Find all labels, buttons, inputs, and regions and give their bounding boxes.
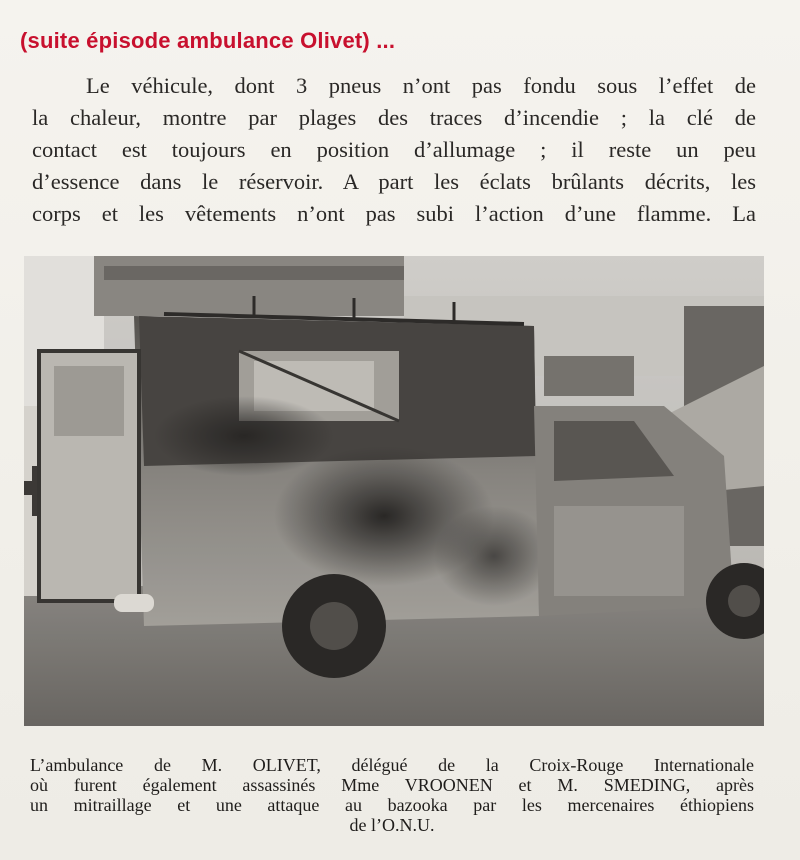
body-line: d’essence dans le réservoir. A part les éclats brûlants décrits, les bbox=[32, 169, 756, 194]
caption-line: de l’O.N.U. bbox=[349, 815, 435, 835]
caption-line: L’ambulance de M. OLIVET, délégué de la Croix-Rouge Internationale bbox=[30, 755, 754, 775]
body-line: corps et les vêtements n’ont pas subi l’action d’une flamme. La bbox=[32, 201, 756, 226]
photo-caption bbox=[30, 755, 754, 835]
body-paragraph bbox=[32, 70, 756, 230]
body-line: contact est toujours en position d’allumage ; il reste un peu bbox=[32, 137, 756, 162]
ambulance-photo bbox=[24, 256, 764, 726]
caption-line: un mitraillage et une attaque au bazooka par les mercenaires éthiopiens bbox=[30, 795, 754, 815]
body-line: Le véhicule, dont 3 pneus n’ont pas fondu sous l’effet de bbox=[86, 73, 756, 98]
caption-line: où furent également assassinés Mme VROONEN et M. SMEDING, après bbox=[30, 775, 754, 795]
body-line: la chaleur, montre par plages des traces d’incendie ; la clé de bbox=[32, 105, 756, 130]
page-header-title: (suite épisode ambulance Olivet) ... bbox=[20, 28, 396, 53]
